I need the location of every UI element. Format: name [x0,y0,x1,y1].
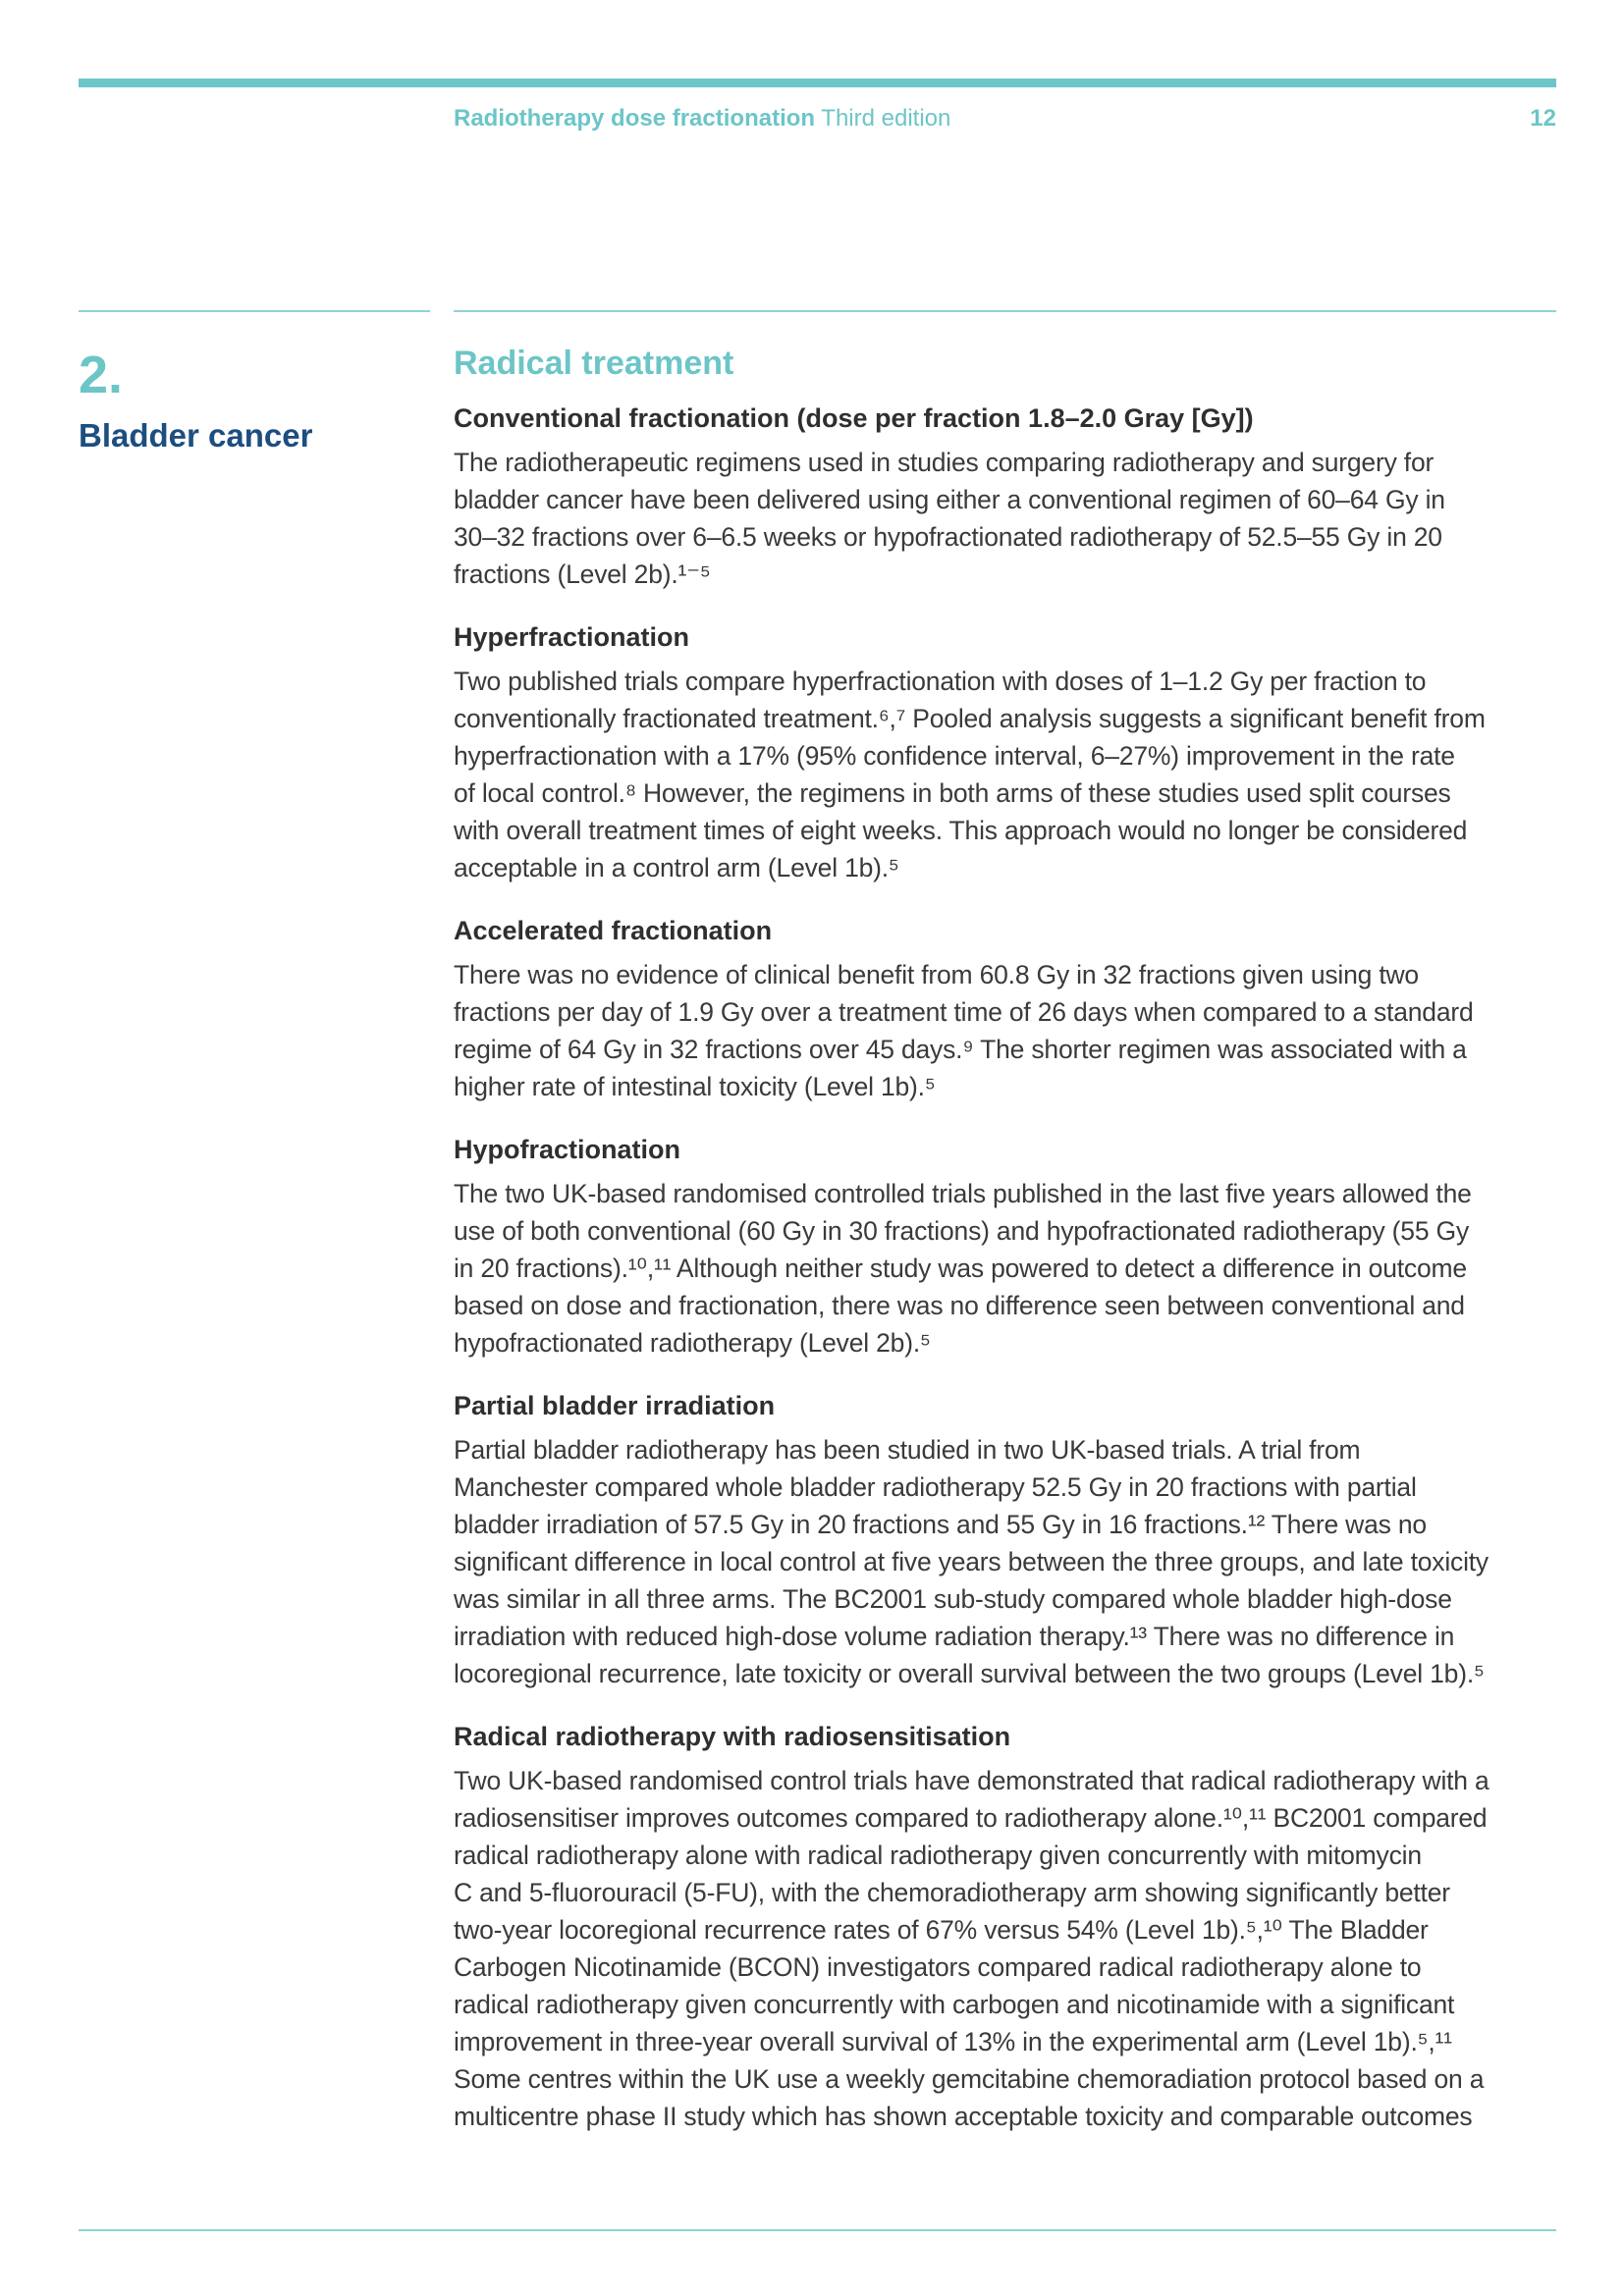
main-content [454,342,1558,2135]
running-header [454,105,950,133]
chapter-number: 2. [79,346,124,404]
subheading-hypofractionation: Hypofractionation [454,1135,681,1164]
paragraph-conventional: The radiotherapeutic regimens used in studies comparing radiotherapy and surgery for bladder cancer have been delivered using either a conventional regimen of 60–64 Gy in 30–32 fractions over 6–6.5 weeks or hypofractionated radiotherapy of 52.5–55 Gy in 20 fractions (Level 2b).¹⁻⁵ [454,448,1445,589]
section-title: Radical treatment [454,345,734,382]
chapter-title: Bladder cancer [79,417,313,454]
subheading-partial-bladder: Partial bladder irradiation [454,1391,776,1420]
content-rule [454,310,1556,312]
publication-title: Radiotherapy dose fractionation [454,105,816,132]
edition-label: Third edition [815,105,951,132]
sidebar-rule [79,310,430,312]
page-number: 12 [1530,105,1556,132]
footer-rule [79,2229,1556,2231]
subheading-conventional: Conventional fractionation (dose per fraction 1.8–2.0 Gray [Gy]) [454,403,1254,433]
paragraph-radiosensitisation: Two UK-based randomised control trials have demonstrated that radical radiotherapy with a radiosensitiser improves outcomes compared to radiotherapy alone.¹⁰,¹¹ BC2001 compared radical radiotherapy alone with radical radiotherapy given concurrently with mitomycin C and 5-fluorouracil (5-FU), with the chemoradiotherapy arm showing significantly better two-year locoregional recurrence rates of 67% versus 54% (Level 1b).⁵,¹⁰ The Bladder Carbogen Nicotinamide (BCON) investigators compared radical radiotherapy alone to radical radiotherapy given concurrently with carbogen and nicotinamide with a significant improvement in three-year overall survival of 13% in the experimental arm (Level 1b).⁵,¹¹ Some centres within the UK use a weekly gemcitabine chemoradiation protocol based on a multicentre phase II study which has shown acceptable toxicity and comparable outcomes [454,1766,1489,2131]
header-accent-bar [79,79,1556,87]
paragraph-hyperfractionation: Two published trials compare hyperfractionation with doses of 1–1.2 Gy per fraction to conventionally fractionated treatment.⁶,⁷ Pooled analysis suggests a significant benefit from hyperfractionation with a 17% (95% confidence interval, 6–27%) improvement in the rate of local control.⁸ However, the regimens in both arms of these studies used split courses with overall treatment times of eight weeks. This approach would no longer be considered acceptable in a control arm (Level 1b).⁵ [454,667,1486,882]
paragraph-accelerated: There was no evidence of clinical benefit from 60.8 Gy in 32 fractions given using two fractions per day of 1.9 Gy over a treatment time of 26 days when compared to a standard regime of 64 Gy in 32 fractions over 45 days.⁹ The shorter regimen was associated with a higher rate of intestinal toxicity (Level 1b).⁵ [454,960,1474,1101]
paragraph-partial-bladder: Partial bladder radiotherapy has been studied in two UK-based trials. A trial from Manchester compared whole bladder radiotherapy 52.5 Gy in 20 fractions with partial bladder irradiation of 57.5 Gy in 20 fractions and 55 Gy in 16 fractions.¹² There was no significant difference in local control at five years between the three groups, and late toxicity was similar in all three arms. The BC2001 sub-study compared whole bladder high-dose irradiation with reduced high-dose volume radiation therapy.¹³ There was no difference in locoregional recurrence, late toxicity or overall survival between the two groups (Level 1b).⁵ [454,1435,1489,1688]
subheading-radiosensitisation: Radical radiotherapy with radiosensitisation [454,1722,1011,1751]
subheading-hyperfractionation: Hyperfractionation [454,622,690,652]
paragraph-hypofractionation: The two UK-based randomised controlled trials published in the last five years allowed the use of both conventional (60 Gy in 30 fractions) and hypofractionated radiotherapy (55 Gy in 20 fractions).¹⁰,¹¹ Although neither study was powered to detect a difference in outcome based on dose and fractionation, there was no difference seen between conventional and hypofractionated radiotherapy (Level 2b).⁵ [454,1179,1472,1358]
subheading-accelerated: Accelerated fractionation [454,916,773,945]
